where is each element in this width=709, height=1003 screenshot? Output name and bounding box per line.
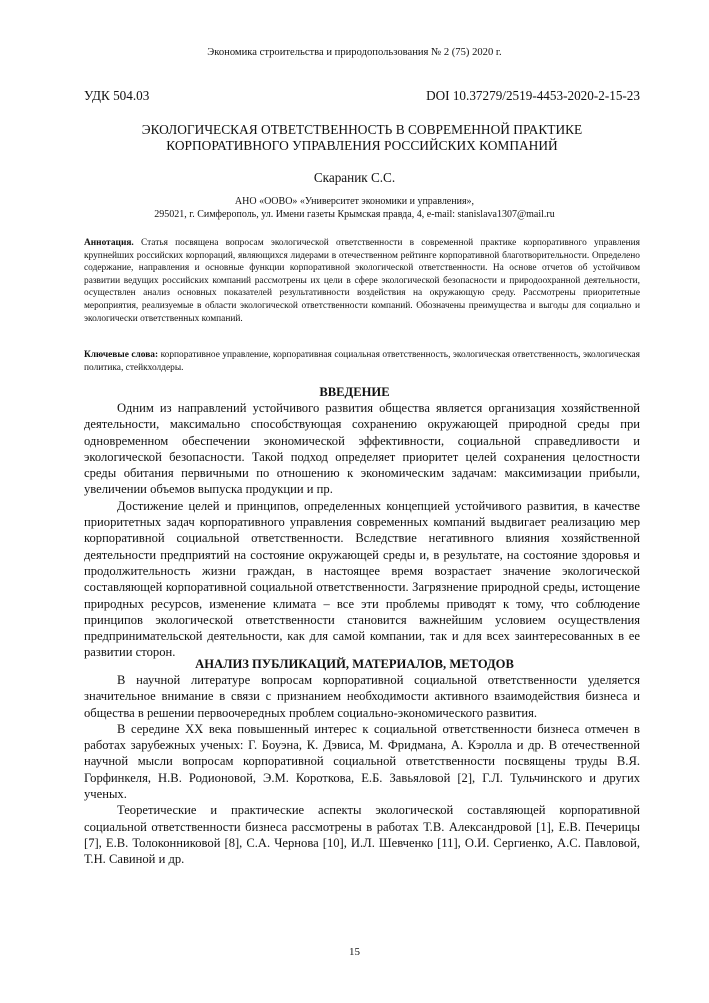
abstract-label: Аннотация.: [84, 238, 134, 248]
abstract: [84, 237, 640, 325]
section-body-analysis: [84, 672, 640, 868]
paragraph: В научной литературе вопросам корпоративной социальной ответственности уделяется значительное внимание в связи с признанием необходимости активного взаимодействия бизнеса и общества в решении первоочередных проблем социально-экономического развития.: [84, 673, 640, 720]
paragraph: В середине XX века повышенный интерес к социальной ответственности бизнеса отмечен в работах зарубежных ученых: Г. Боуэна, К. Дэвиса, М. Фридмана, А. Кэролла и др. В отечественной научной мысли вопросам корпоративной социальной ответственности посвящены труды В.Я. Горфинкеля, Н.В. Родионовой, Э.М. Короткова, Е.Б. Завьяловой [2], Г.Л. Тульчинского и других ученых.: [84, 721, 640, 802]
doi-label: DOI: [426, 88, 450, 103]
section-heading-analysis: АНАЛИЗ ПУБЛИКАЦИЙ, МАТЕРИАЛОВ, МЕТОДОВ: [195, 657, 514, 671]
keywords: [84, 349, 640, 374]
section-body-introduction: [84, 400, 640, 661]
doi: [426, 88, 640, 104]
journal-header: Экономика строительства и природопользования № 2 (75) 2020 г.: [207, 47, 502, 58]
keywords-label: Ключевые слова:: [84, 350, 159, 360]
affiliation: [0, 196, 709, 221]
paragraph: Достижение целей и принципов, определенных концепцией устойчивого развития, в качестве приоритетных задач корпоративного управления современных компаний выдвигает реализацию мер корпоративной социальной ответственности. Вследствие негативного влияния хозяйственной деятельности предприятий на состояние окружающей среды и, в результате, на состояние здоровья и продолжительность жизни граждан, в настоящее время возрастает значение экологической составляющей корпоративной социальной ответственности. Загрязнение природной среды, истощение природных ресурсов, изменение климата – все эти проблемы приводят к тому, что соблюдение принципов экологической ответственности становится важнейшим условием осуществления предпринимательской деятельности, как для самой компании, так и для всех заинтересованных в ее развитии сторон.: [84, 498, 640, 660]
page-number: 15: [349, 946, 360, 958]
doi-value: 10.37279/2519-4453-2020-2-15-23: [452, 88, 640, 103]
affiliation-line-1: АНО «ООВО» «Университет экономики и управления»,: [234, 196, 475, 207]
paragraph: Одним из направлений устойчивого развития общества является организация хозяйственной деятельности, максимально способствующая сохранению окружающей природной среды при одновременном обеспечении экономической эффективности, социальной справедливости и экологической безопасности. Такой подход определяет приоритет целей сохранения целостности среды обитания первичными по отношению к экономическим задачам: максимизации прибыли, увеличении объемов выпуска продукции и пр.: [84, 401, 640, 497]
paragraph: Теоретические и практические аспекты экологической составляющей корпоративной социальной ответственности бизнеса рассмотрены в работах Т.В. Александровой [1], Е.В. Печерицы [7], Е.В. Толоконниковой [8], С.А. Чернова [10], И.Л. Шевченко [11], О.И. Сергиенко, А.С. Павловой, Т.Н. Савиной и др.: [84, 803, 640, 867]
author: Скараник С.С.: [313, 170, 396, 185]
paper-title: [84, 122, 640, 154]
affiliation-line-2: 295021, г. Симферополь, ул. Имени газеты Крымская правда, 4, e-mail: stanislava1307@mail.ru: [154, 208, 555, 220]
section-heading-introduction: ВВЕДЕНИЕ: [319, 385, 390, 399]
udk-code: УДК 504.03: [84, 88, 150, 103]
abstract-text: Статья посвящена вопросам экологической ответственности в современной практике корпоративного управления крупнейших российских корпораций, являющихся лидерами в отечественном рейтинге корпоративной благотворительности. Определено содержание, направления и основные функции корпоративной экологической ответственности. На основе отчетов об устойчивом развитии ведущих российских компаний рассмотрены их цели в сфере экологической безопасности и природоохранной деятельности, осуществлен анализ основных показателей результативности воздействия на окружающую среду. Рассмотрены приоритетные мероприятия, реализуемые в области экологической ответственности компаний. Обозначены преимущества и выгоды для социально и экологически ответственных компаний.: [84, 238, 640, 324]
title-line-1: ЭКОЛОГИЧЕСКАЯ ОТВЕТСТВЕННОСТЬ В СОВРЕМЕННОЙ ПРАКТИКЕ: [141, 122, 583, 137]
keywords-text: корпоративное управление, корпоративная социальная ответственность, экологическая ответственность, экологическая политика, стейкхолдеры.: [84, 350, 640, 373]
title-line-2: КОРПОРАТИВНОГО УПРАВЛЕНИЯ РОССИЙСКИХ КОМПАНИЙ: [166, 138, 558, 153]
